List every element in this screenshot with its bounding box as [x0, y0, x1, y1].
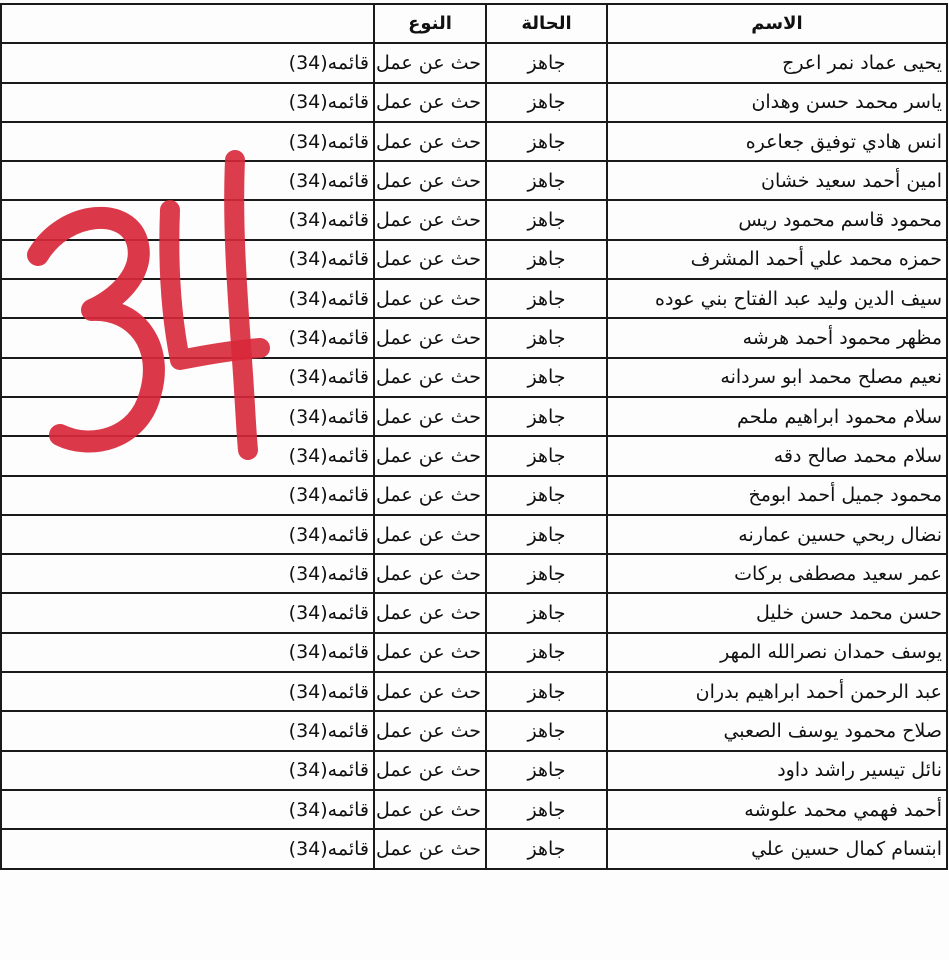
cell-name: ياسر محمد حسن وهدان	[607, 83, 947, 122]
cell-list-number: قائمه(34)	[1, 711, 374, 750]
header-status: الحالة	[486, 4, 607, 43]
table-row	[1, 751, 947, 790]
cell-type: حث عن عمل	[374, 593, 486, 632]
cell-list-number: قائمه(34)	[1, 672, 374, 711]
cell-type: حث عن عمل	[374, 200, 486, 239]
cell-name: محمود قاسم محمود ريس	[607, 200, 947, 239]
cell-name: حمزه محمد علي أحمد المشرف	[607, 240, 947, 279]
cell-status: جاهز	[486, 554, 607, 593]
cell-list-number: قائمه(34)	[1, 829, 374, 868]
cell-type: حث عن عمل	[374, 436, 486, 475]
cell-list-number: قائمه(34)	[1, 200, 374, 239]
cell-name: سلام محمود ابراهيم ملحم	[607, 397, 947, 436]
cell-name: نضال ربحي حسين عمارنه	[607, 515, 947, 554]
cell-status: جاهز	[486, 790, 607, 829]
cell-name: مظهر محمود أحمد هرشه	[607, 318, 947, 357]
table-row	[1, 672, 947, 711]
cell-name: سلام محمد صالح دقه	[607, 436, 947, 475]
cell-name: أحمد فهمي محمد علوشه	[607, 790, 947, 829]
header-row	[1, 4, 947, 43]
cell-name: سيف الدين وليد عبد الفتاح بني عوده	[607, 279, 947, 318]
table-row	[1, 397, 947, 436]
table-row	[1, 476, 947, 515]
cell-list-number: قائمه(34)	[1, 240, 374, 279]
cell-list-number: قائمه(34)	[1, 397, 374, 436]
header-extra	[1, 4, 374, 43]
cell-list-number: قائمه(34)	[1, 358, 374, 397]
cell-list-number: قائمه(34)	[1, 279, 374, 318]
roster-body	[1, 43, 947, 868]
cell-type: حث عن عمل	[374, 161, 486, 200]
header-name: الاسم	[607, 4, 947, 43]
roster-table	[0, 3, 948, 870]
cell-name: حسن محمد حسن خليل	[607, 593, 947, 632]
cell-type: حث عن عمل	[374, 633, 486, 672]
cell-list-number: قائمه(34)	[1, 554, 374, 593]
cell-type: حث عن عمل	[374, 358, 486, 397]
cell-type: حث عن عمل	[374, 790, 486, 829]
table-row	[1, 593, 947, 632]
cell-list-number: قائمه(34)	[1, 751, 374, 790]
cell-type: حث عن عمل	[374, 122, 486, 161]
cell-type: حث عن عمل	[374, 279, 486, 318]
cell-status: جاهز	[486, 829, 607, 868]
cell-status: جاهز	[486, 122, 607, 161]
cell-type: حث عن عمل	[374, 476, 486, 515]
cell-name: امين أحمد سعيد خشان	[607, 161, 947, 200]
cell-name: انس هادي توفيق جعاعره	[607, 122, 947, 161]
cell-status: جاهز	[486, 161, 607, 200]
cell-status: جاهز	[486, 358, 607, 397]
table-row	[1, 358, 947, 397]
cell-list-number: قائمه(34)	[1, 436, 374, 475]
cell-type: حث عن عمل	[374, 318, 486, 357]
cell-status: جاهز	[486, 476, 607, 515]
cell-type: حث عن عمل	[374, 83, 486, 122]
cell-type: حث عن عمل	[374, 711, 486, 750]
cell-list-number: قائمه(34)	[1, 318, 374, 357]
header-type: النوع	[374, 4, 486, 43]
table-row	[1, 829, 947, 868]
table-row	[1, 436, 947, 475]
cell-name: عبد الرحمن أحمد ابراهيم بدران	[607, 672, 947, 711]
cell-status: جاهز	[486, 279, 607, 318]
cell-status: جاهز	[486, 711, 607, 750]
cell-type: حث عن عمل	[374, 515, 486, 554]
table-row	[1, 554, 947, 593]
cell-list-number: قائمه(34)	[1, 515, 374, 554]
table-row	[1, 279, 947, 318]
cell-type: حث عن عمل	[374, 240, 486, 279]
cell-list-number: قائمه(34)	[1, 83, 374, 122]
table-row	[1, 200, 947, 239]
table-row	[1, 161, 947, 200]
table-row	[1, 790, 947, 829]
cell-name: نائل تيسير راشد داود	[607, 751, 947, 790]
cell-list-number: قائمه(34)	[1, 122, 374, 161]
cell-type: حث عن عمل	[374, 397, 486, 436]
table-row	[1, 122, 947, 161]
cell-name: يحيى عماد نمر اعرج	[607, 43, 947, 82]
cell-status: جاهز	[486, 672, 607, 711]
cell-list-number: قائمه(34)	[1, 593, 374, 632]
cell-type: حث عن عمل	[374, 43, 486, 82]
table-row	[1, 43, 947, 82]
cell-name: يوسف حمدان نصرالله المهر	[607, 633, 947, 672]
table-row	[1, 633, 947, 672]
cell-status: جاهز	[486, 436, 607, 475]
cell-status: جاهز	[486, 751, 607, 790]
table-row	[1, 515, 947, 554]
cell-name: نعيم مصلح محمد ابو سردانه	[607, 358, 947, 397]
cell-status: جاهز	[486, 633, 607, 672]
cell-list-number: قائمه(34)	[1, 790, 374, 829]
cell-list-number: قائمه(34)	[1, 43, 374, 82]
cell-status: جاهز	[486, 200, 607, 239]
cell-status: جاهز	[486, 240, 607, 279]
cell-status: جاهز	[486, 593, 607, 632]
cell-status: جاهز	[486, 43, 607, 82]
cell-status: جاهز	[486, 515, 607, 554]
cell-type: حث عن عمل	[374, 672, 486, 711]
table-row	[1, 240, 947, 279]
cell-name: صلاح محمود يوسف الصعبي	[607, 711, 947, 750]
cell-list-number: قائمه(34)	[1, 161, 374, 200]
cell-type: حث عن عمل	[374, 829, 486, 868]
cell-name: محمود جميل أحمد ابومخ	[607, 476, 947, 515]
cell-list-number: قائمه(34)	[1, 476, 374, 515]
cell-type: حث عن عمل	[374, 554, 486, 593]
cell-status: جاهز	[486, 83, 607, 122]
table-row	[1, 318, 947, 357]
cell-name: عمر سعيد مصطفى بركات	[607, 554, 947, 593]
cell-status: جاهز	[486, 397, 607, 436]
table-row	[1, 83, 947, 122]
cell-type: حث عن عمل	[374, 751, 486, 790]
cell-name: ابتسام كمال حسين علي	[607, 829, 947, 868]
cell-status: جاهز	[486, 318, 607, 357]
table-row	[1, 711, 947, 750]
cell-list-number: قائمه(34)	[1, 633, 374, 672]
